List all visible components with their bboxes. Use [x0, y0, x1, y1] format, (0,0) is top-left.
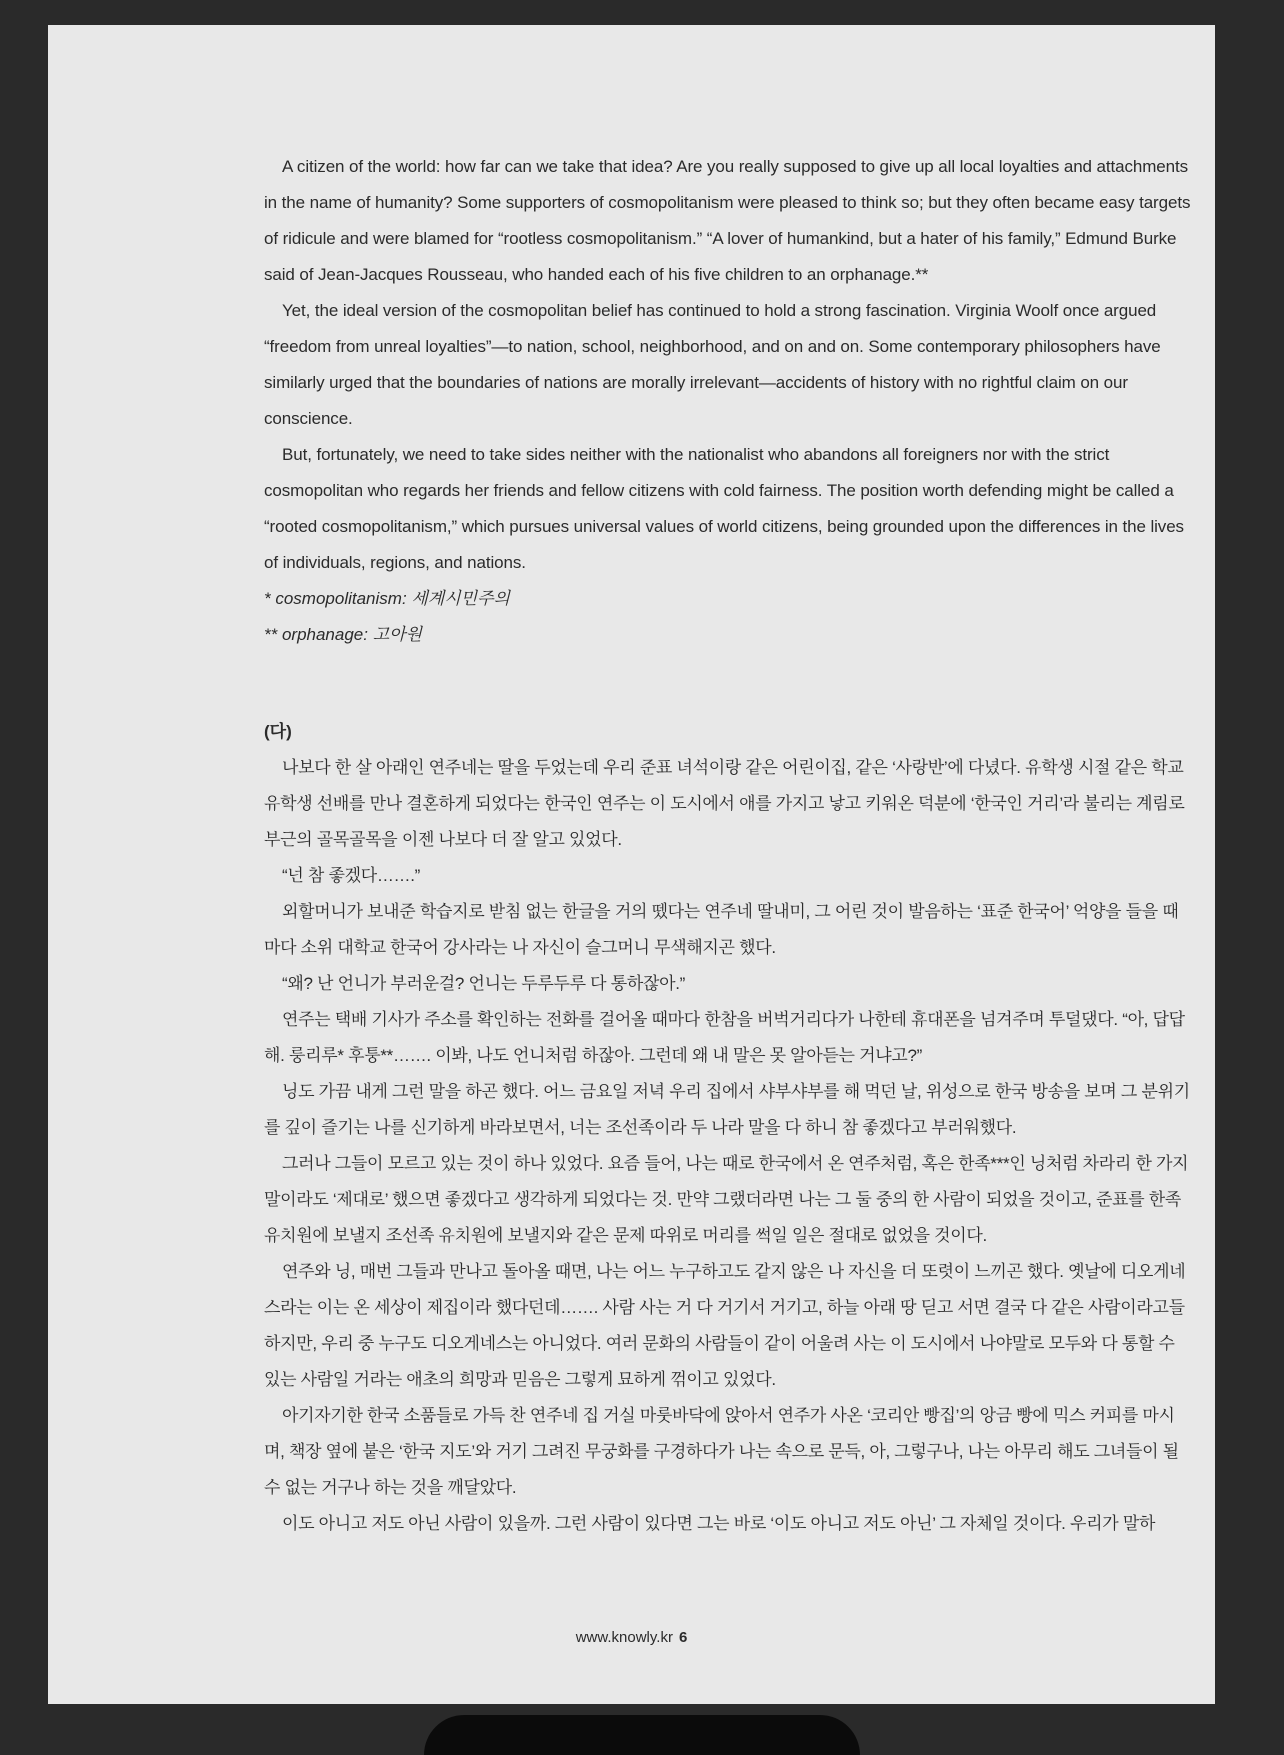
footnote-orphanage: ** orphanage: 고아원 — [264, 625, 422, 644]
korean-paragraph-1: 나보다 한 살 아래인 연주네는 딸을 두었는데 우리 준표 녀석이랑 같은 어린이집, 같은 ‘사랑반’에 다녔다. 유학생 시절 같은 학교 유학생 선배를 만나 결혼하게 되었다는 한국인 연주는 이 도시에서 애를 가지고 낳고 키워온 덕분에 ‘한국인 거리’라 불리는 계림로 부근의 골목골목을 이젠 나보다 더 잘 알고 있었다. — [264, 758, 1185, 849]
korean-paragraph-9: 아기자기한 한국 소품들로 가득 찬 연주네 집 거실 마룻바닥에 앉아서 연주가 사온 ‘코리안 빵집’의 앙금 빵에 믹스 커피를 마시며, 책장 옆에 붙은 ‘한국 지도’와 거기 그려진 무궁화를 구경하다가 나는 속으로 문득, 아, 그렇구나, 나는 아무리 해도 그녀들이 될 수 없는 거구나 하는 것을 깨달았다. — [264, 1406, 1179, 1497]
korean-paragraph-5: 연주는 택배 기사가 주소를 확인하는 전화를 걸어올 때마다 한참을 버벅거리다가 나한테 휴대폰을 넘겨주며 투덜댔다. “아, 답답해. 룽리루* 후퉁**……. 이봐, 나도 언니처럼 하잖아. 그런데 왜 내 말은 못 알아듣는 거냐고?” — [264, 1010, 1185, 1065]
page-content — [264, 149, 1194, 1542]
footnote-cosmopolitanism: * cosmopolitanism: 세계시민주의 — [264, 589, 510, 608]
korean-paragraph-4: “왜? 난 언니가 부러운걸? 언니는 두루두루 다 통하잖아.” — [282, 974, 685, 993]
page-footer — [48, 1629, 1215, 1646]
english-paragraph-1: A citizen of the world: how far can we take that idea? Are you really supposed to give up all local loyalties and attachments in the name of humanity? Some supporters of cosmopolitanism were pleased to think so; but they often became easy targets of ridicule and were blamed for “rootless cosmopolitanism.” “A lover of humankind, but a hater of his family,” Edmund Burke said of Jean-Jacques Rousseau, who handed each of his five children to an orphanage.** — [264, 157, 1191, 284]
section-label: (다) — [264, 722, 292, 741]
document-page — [48, 25, 1215, 1704]
korean-paragraph-3: 외할머니가 보내준 학습지로 받침 없는 한글을 거의 뗐다는 연주네 딸내미, 그 어린 것이 발음하는 ‘표준 한국어’ 억양을 들을 때마다 소위 대학교 한국어 강사라는 나 자신이 슬그머니 무색해지곤 했다. — [264, 902, 1179, 957]
korean-paragraph-7: 그러나 그들이 모르고 있는 것이 하나 있었다. 요즘 들어, 나는 때로 한국에서 온 연주처럼, 혹은 한족***인 닝처럼 차라리 한 가지 말이라도 ‘제대로’ 했으면 좋겠다고 생각하게 되었다는 것. 만약 그랬더라면 나는 그 둘 중의 한 사람이 되었을 것이고, 준표를 한족 유치원에 보낼지 조선족 유치원에 보낼지와 같은 문제 따위로 머리를 썩일 일은 절대로 없었을 것이다. — [264, 1154, 1189, 1245]
english-paragraph-3: But, fortunately, we need to take sides neither with the nationalist who abandons all foreigners nor with the strict cosmopolitan who regards her friends and fellow citizens with cold fairness. The position worth defending might be called a “rooted cosmopolitanism,” which pursues universal values of world citizens, being grounded upon the differences in the lives of individuals, regions, and nations. — [264, 445, 1184, 572]
korean-paragraph-8: 연주와 닝, 매번 그들과 만나고 돌아올 때면, 나는 어느 누구하고도 같지 않은 나 자신을 더 또렷이 느끼곤 했다. 옛날에 디오게네스라는 이는 온 세상이 제집이라 했다던데……. 사람 사는 거 다 거기서 거기고, 하늘 아래 땅 딛고 서면 결국 다 같은 사람이라고들 하지만, 우리 중 누구도 디오게네스는 아니었다. 여러 문화의 사람들이 같이 어울려 사는 이 도시에서 나야말로 모두와 다 통할 수 있는 사람일 거라는 애초의 희망과 믿음은 그렇게 묘하게 꺾이고 있었다. — [264, 1262, 1186, 1389]
korean-paragraph-2: “넌 참 좋겠다…….” — [282, 866, 421, 885]
footer-url: www.knowly.kr — [575, 1629, 673, 1646]
bottom-toolbar-handle[interactable] — [424, 1715, 860, 1755]
page-number: 6 — [678, 1629, 688, 1646]
korean-paragraph-6: 닝도 가끔 내게 그런 말을 하곤 했다. 어느 금요일 저녁 우리 집에서 샤부샤부를 해 먹던 날, 위성으로 한국 방송을 보며 그 분위기를 깊이 즐기는 나를 신기하게 바라보면서, 너는 조선족이라 두 나라 말을 다 하니 참 좋겠다고 부러워했다. — [264, 1082, 1190, 1137]
english-paragraph-2: Yet, the ideal version of the cosmopolitan belief has continued to hold a strong fascination. Virginia Woolf once argued “freedom from unreal loyalties”—to nation, school, neighborhood, and on and on. Some contemporary philosophers have similarly urged that the boundaries of nations are morally irrelevant—accidents of history with no rightful claim on our conscience. — [264, 301, 1161, 428]
korean-paragraph-10: 이도 아니고 저도 아닌 사람이 있을까. 그런 사람이 있다면 그는 바로 ‘이도 아니고 저도 아닌’ 그 자체일 것이다. 우리가 말하 — [282, 1514, 1156, 1533]
